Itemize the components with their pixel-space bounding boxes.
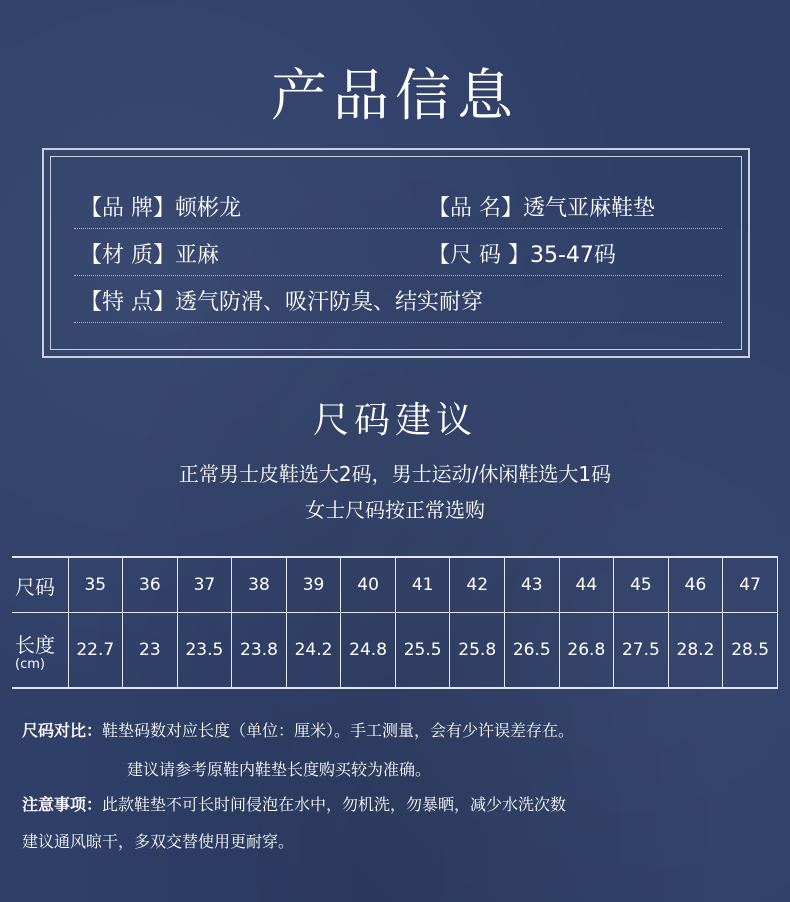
product-name-label: 【品 名】 [428, 196, 523, 221]
size-row [12, 557, 778, 613]
length-cell: 26.8 [559, 613, 614, 689]
length-cell: 28.2 [668, 613, 723, 689]
brand-value: 顿彬龙 [175, 196, 242, 221]
size-range-row [428, 238, 616, 269]
size-table [12, 556, 778, 689]
size-cell: 45 [614, 557, 669, 613]
length-cell: 23.8 [232, 613, 287, 689]
size-cell: 37 [177, 557, 232, 613]
material-row [80, 238, 219, 269]
info-divider-1 [74, 228, 722, 229]
caution-line-1: 此款鞋垫不可长时间侵泡在水中，勿机洗，勿暴晒，减少水洗次数 [102, 795, 567, 814]
brand-label: 【品 牌】 [80, 196, 175, 221]
material-value: 亚麻 [175, 243, 220, 268]
size-cell: 39 [286, 557, 341, 613]
size-cell: 46 [668, 557, 723, 613]
size-cell: 38 [232, 557, 287, 613]
length-cell: 23.5 [177, 613, 232, 689]
product-name-value: 透气亚麻鞋垫 [523, 196, 656, 221]
length-cell: 27.5 [614, 613, 669, 689]
size-cell: 40 [341, 557, 396, 613]
size-advice-line-1: 正常男士皮鞋选大2码，男士运动/休闲鞋选大1码 [178, 462, 612, 486]
features-value: 透气防滑、吸汗防臭、结实耐穿 [175, 290, 484, 315]
page-title: 产品信息 [271, 64, 519, 129]
length-cell: 24.2 [286, 613, 341, 689]
info-divider-3 [74, 322, 722, 323]
length-cell: 24.8 [341, 613, 396, 689]
length-cell: 22.7 [68, 613, 123, 689]
size-cell: 43 [505, 557, 560, 613]
size-cell: 42 [450, 557, 505, 613]
size-cell: 44 [559, 557, 614, 613]
length-label: 长度 [15, 632, 55, 657]
info-divider-2 [74, 275, 722, 276]
features-row [80, 285, 483, 316]
size-cell: 36 [123, 557, 178, 613]
size-compare-line-1: 鞋垫码数对应长度（单位：厘米）。手工测量，会有少许误差存在。 [102, 721, 575, 740]
length-cell: 26.5 [505, 613, 560, 689]
length-cell: 28.5 [723, 613, 778, 689]
size-compare-note [22, 718, 574, 741]
length-cell: 25.8 [450, 613, 505, 689]
length-row-header [12, 613, 68, 689]
size-row-header: 尺码 [12, 557, 68, 613]
size-advice-title: 尺码建议 [312, 400, 477, 441]
size-cell: 41 [395, 557, 450, 613]
length-cell: 25.5 [395, 613, 450, 689]
material-label: 【材 质】 [80, 243, 175, 268]
size-advice-line-2: 女士尺码按正常选购 [305, 498, 485, 522]
size-compare-label: 尺码对比： [22, 721, 103, 740]
size-cell: 47 [723, 557, 778, 613]
caution-label: 注意事项： [22, 795, 103, 814]
features-label: 【特 点】 [80, 290, 175, 315]
length-cell: 23 [123, 613, 178, 689]
brand-row [80, 191, 241, 222]
caution-note [22, 792, 566, 815]
size-range-label: 【尺 码 】 [428, 243, 530, 268]
size-range-value: 35-47码 [530, 243, 616, 268]
caution-line-2: 建议通风晾干，多双交替使用更耐穿。 [22, 832, 295, 851]
length-row [12, 613, 778, 689]
size-cell: 35 [68, 557, 123, 613]
length-unit: (cm) [15, 656, 45, 672]
size-compare-line-2: 建议请参考原鞋内鞋垫长度购买较为准确。 [127, 760, 432, 779]
product-name-row [428, 191, 655, 222]
